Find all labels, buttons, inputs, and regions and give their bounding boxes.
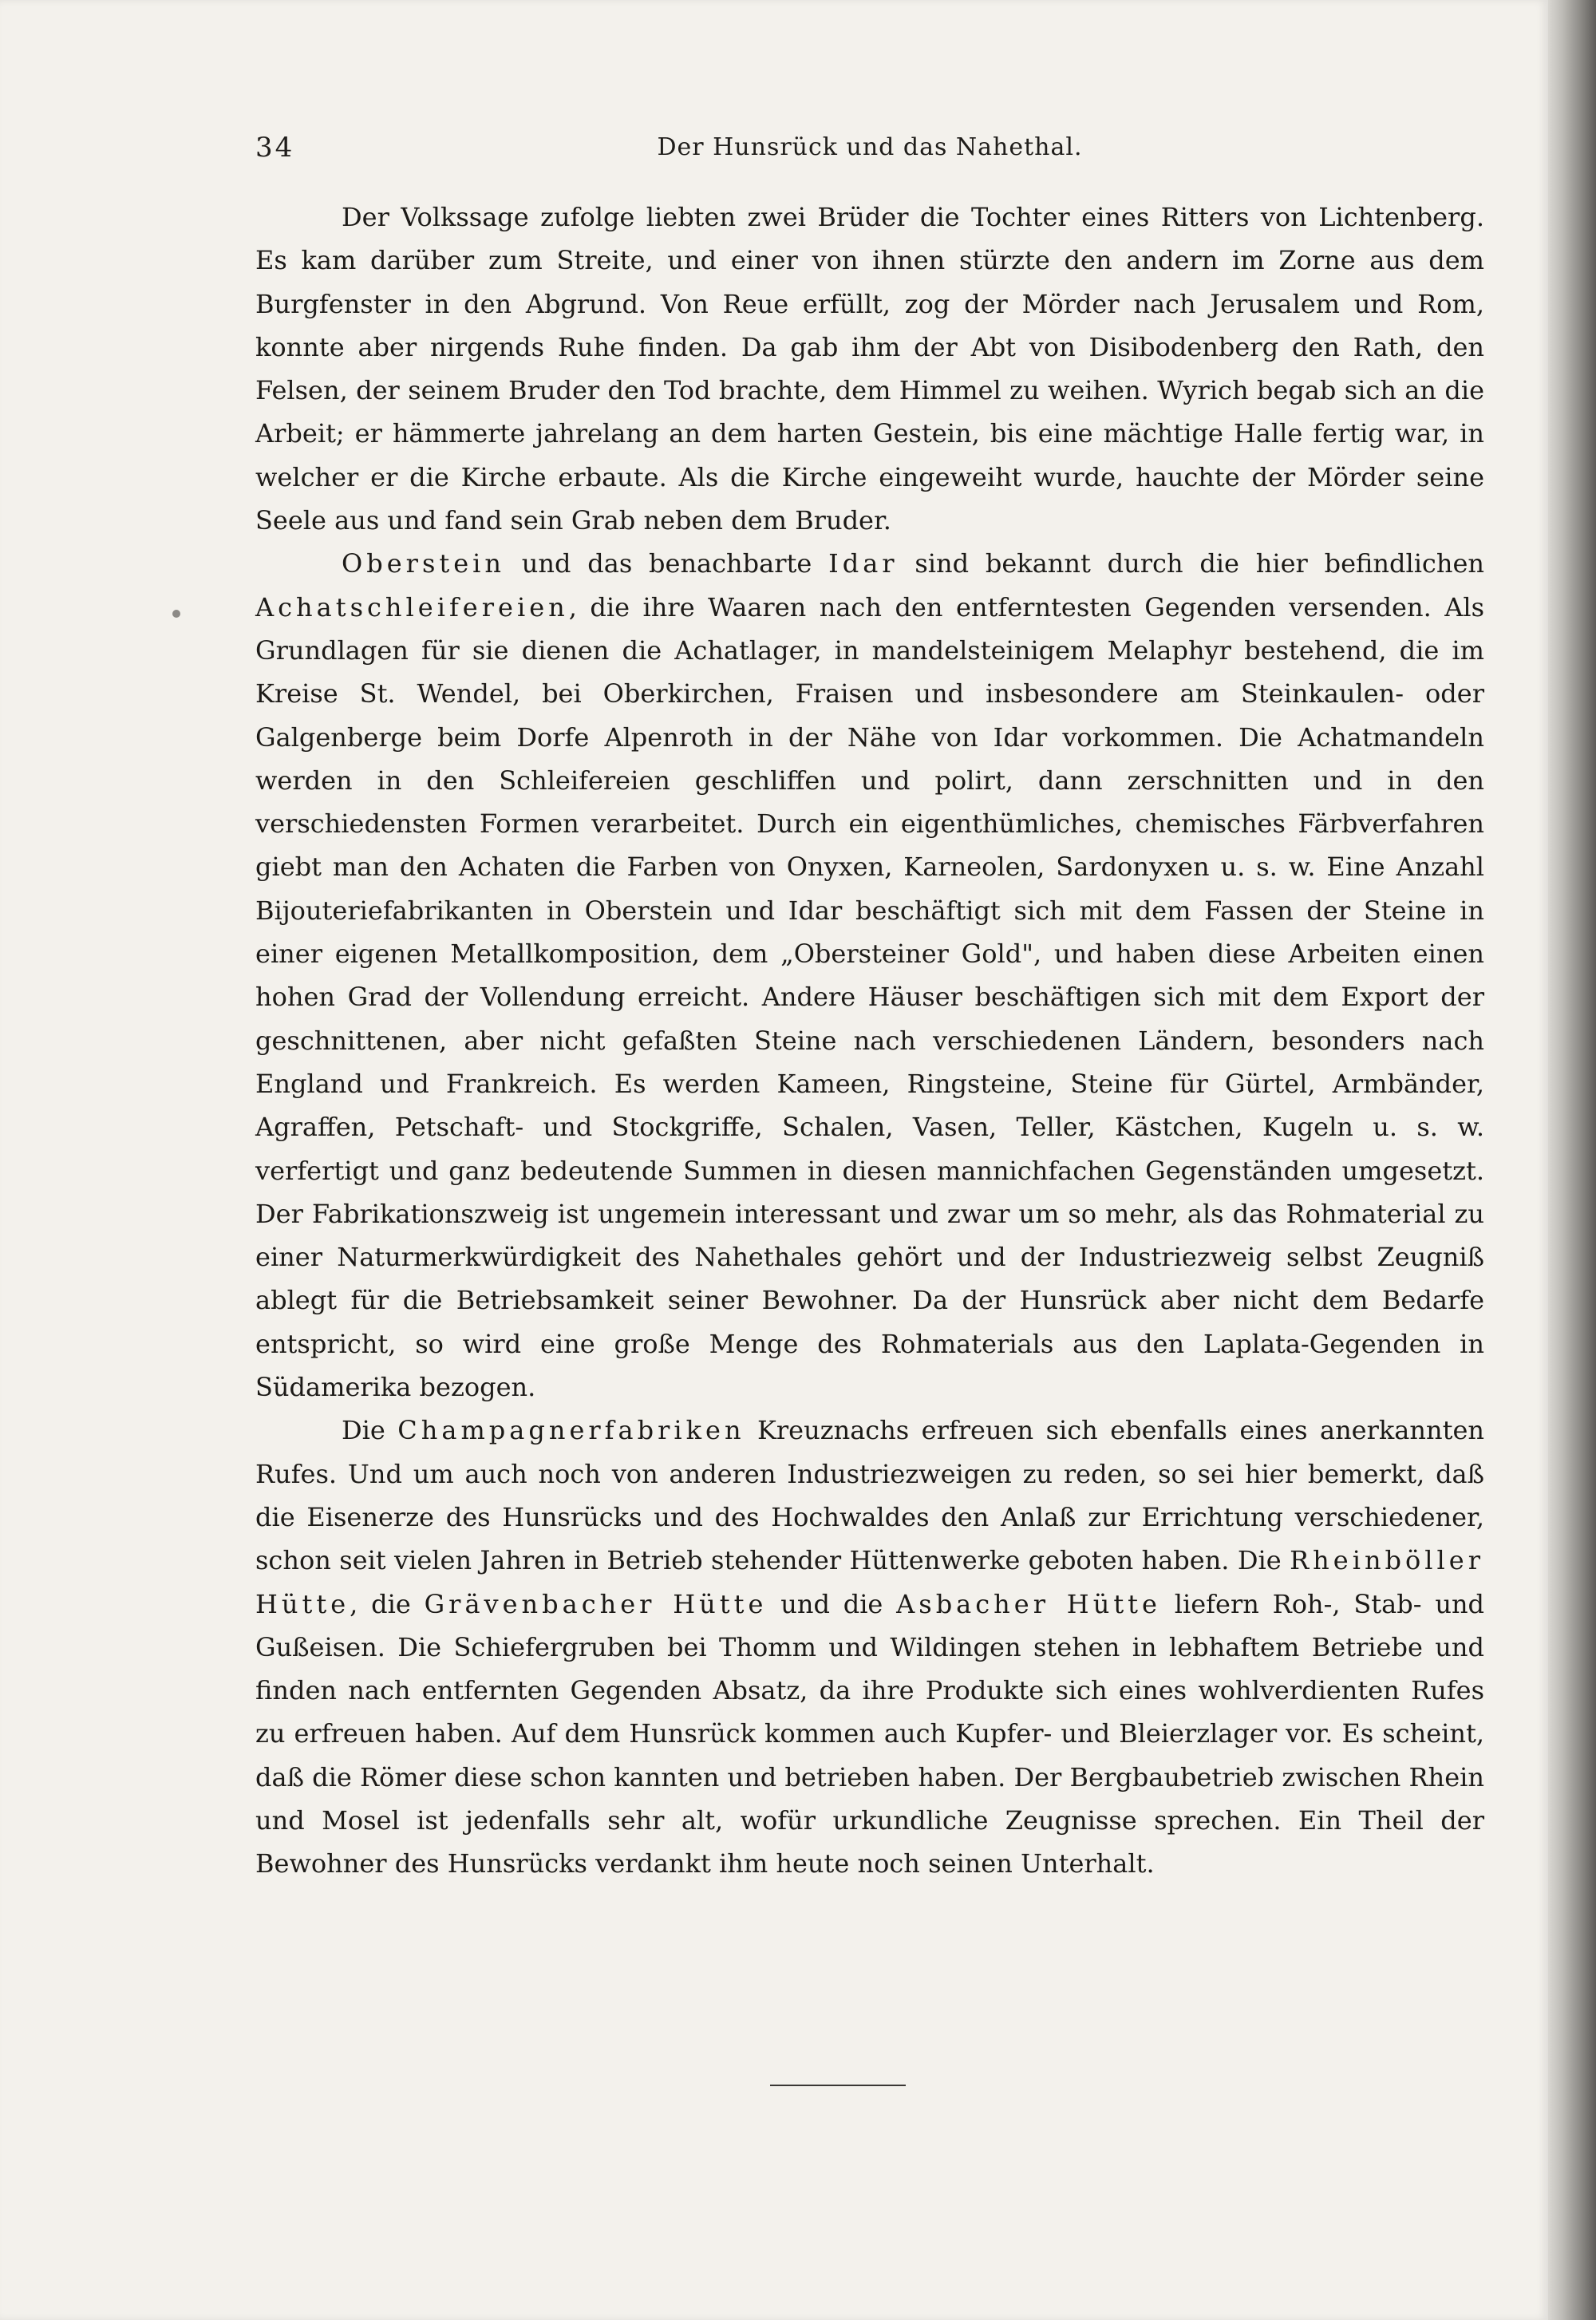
running-title: Der Hunsrück und das Nahethal. <box>657 133 1083 161</box>
term-rheinboeller-huette: Rheinböller Hütte <box>255 1545 1484 1619</box>
text-run: Kreuznachs erfreuen sich ebenfalls eines anerkannten Rufes. Und um auch noch von anderen Industriezweigen zu reden, so sei hier bemerkt, daß die Eisenerze des Hunsrücks und des Hochwaldes den Anlaß zur Errichtung verschiedener, schon seit vielen Jahren in Betrieb stehender Hüttenwerke geboten haben. Die <box>255 1415 1485 1576</box>
margin-mark <box>172 610 180 618</box>
paragraph-agate-industry <box>255 542 1484 1409</box>
page-number: 34 <box>255 132 295 164</box>
end-rule-divider <box>770 2085 906 2086</box>
text-run: und das benachbarte <box>505 548 829 579</box>
text-run: liefern Roh-, Stab- und Gußeisen. Die Schiefergruben bei Thomm und Wildingen stehen in lebhaftem Betriebe und finden nach entfernten Gegenden Absatz, da ihre Produkte sich eines wohlverdienten Rufes zu erfreuen haben. Auf dem Hunsrück kommen auch Kupfer- und Bleierzlager vor. Es scheint, daß die Römer diese schon kannten und betrieben haben. Der Bergbaubetrieb zwischen Rhein und Mosel ist jedenfalls sehr alt, wofür urkundliche Zeugnisse sprechen. Ein Theil der Bewohner des Hunsrücks verdankt ihm heute noch seinen Unterhalt. <box>255 1588 1485 1879</box>
text-run: sind bekannt durch die hier befindlichen <box>898 548 1485 579</box>
text-run: Die <box>342 1415 398 1446</box>
paragraph-legend <box>255 196 1484 542</box>
term-asbacher-huette: Asbacher Hütte <box>896 1588 1161 1619</box>
place-idar: Idar <box>828 548 899 579</box>
text-run: und die <box>767 1588 897 1619</box>
place-oberstein: Oberstein <box>342 548 506 579</box>
book-edge-shadow <box>1548 0 1596 2320</box>
paragraph-legend-text: Der Volkssage zufolge liebten zwei Brüder die Tochter eines Ritters von Lichtenberg. Es kam darüber zum Streite, und einer von ihnen stürzte den andern im Zorne aus dem Burgfenster in den Abgrund. Von Reue erfüllt, zog der Mörder nach Jerusalem und Rom, konnte aber nirgends Ruhe finden. Da gab ihm der Abt von Disibodenberg den Rath, den Felsen, der seinem Bruder den Tod brachte, dem Himmel zu weihen. Wyrich begab sich an die Arbeit; er hämmerte jahrelang an dem harten Gestein, bis eine mächtige Halle fertig war, in welcher er die Kirche erbaute. Als die Kirche eingeweiht wurde, hauchte der Mörder seine Seele aus und fand sein Grab neben dem Bruder. <box>255 202 1484 536</box>
term-champagnerfabriken: Champagnerfabriken <box>397 1415 745 1446</box>
term-achatschleifereien: Achatschleifereien <box>255 591 569 622</box>
text-run: , die ihre Waaren nach den entferntesten Gegenden versenden. Als Grundlagen für sie dienen die Achatlager, in mandelsteinigem Melaphyr bestehend, die im Kreise St. Wendel, bei Oberkirchen, Fraisen und insbesondere am Steinkaulen- oder Galgenberge beim Dorfe Alpenroth in der Nähe von Idar vorkommen. Die Achatmandeln werden in den Schleifereien geschliffen und polirt, dann zerschnitten und in den verschiedensten Formen verarbeitet. Durch ein eigenthümliches, chemisches Färbverfahren giebt man den Achaten die Farben von Onyxen, Karneolen, Sardonyxen u. s. w. Eine Anzahl Bijouteriefabrikanten in Oberstein und Idar beschäftigt sich mit dem Fassen der Steine in einer eigenen Metallkomposition, dem „Obersteiner Gold", und haben diese Arbeiten einen hohen Grad der Vollendung erreicht. Andere Häuser beschäftigen sich mit dem Export der geschnittenen, aber nicht gefaßten Steine nach verschiedenen Ländern, besonders nach England und Frankreich. Es werden Kameen, Ringsteine, Steine für Gürtel, Armbänder, Agraffen, Petschaft- und Stockgriffe, Schalen, Vasen, Teller, Kästchen, Kugeln u. s. w. verfertigt und ganz bedeutende Summen in diesen mannichfachen Gegenständen umgesetzt. Der Fabrikationszweig ist ungemein interessant und zwar um so mehr, als das Rohmaterial zu einer Naturmerkwürdigkeit des Nahethales gehört und der Industriezweig selbst Zeugniß ablegt für die Betriebsamkeit seiner Bewohner. Da der Hunsrück aber nicht dem Bedarfe entspricht, so wird eine große Menge des Rohmaterials aus den Laplata-Gegenden in Südamerika bezogen. <box>255 591 1484 1403</box>
text-run: , die <box>350 1588 425 1619</box>
page-header <box>255 132 1484 172</box>
term-graevenbacher-huette: Grävenbacher Hütte <box>424 1588 768 1619</box>
paragraph-other-industries <box>255 1409 1484 1885</box>
body-text <box>255 196 1484 1886</box>
